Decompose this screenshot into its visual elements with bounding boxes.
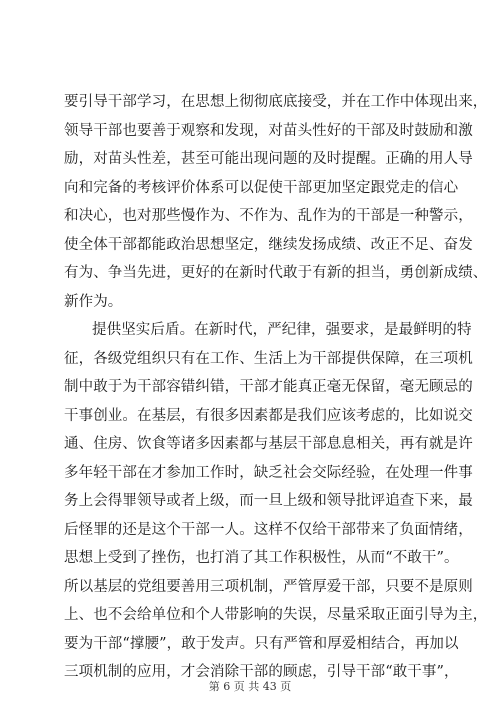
text-line: 领导干部也要善于观察和发现，对苗头性好的干部及时鼓励和激: [64, 122, 473, 139]
text-line: 思想上受到了挫伤，也打消了其工作积极性，从而“不敢干”。: [64, 550, 459, 566]
text-line: 和决心，也对那些慢作为、不作为、乱作为的干部是一种警示，: [64, 208, 473, 224]
text-line: 使全体干部都能政治思想坚定，继续发扬成绩、改正不足、奋发: [64, 236, 473, 253]
text-line: 通、住房、饮食等诸多因素都与基层干部息息相关，再有就是许: [64, 436, 473, 452]
text-line: 向和完备的考核评价体系可以促使干部更加坚定跟党走的信心: [64, 179, 459, 196]
text-line: 要引导干部学习，在思想上彻彻底底接受，并在工作中体现出来，: [64, 94, 488, 110]
text-line: 后怪罪的还是这个干部一人。这样不仅给干部带来了负面情绪，: [64, 521, 473, 538]
document-body: [64, 88, 488, 687]
text-line: 要为干部“撑腰”，敢于发声。只有严管和厚爱相结合，再加以: [64, 635, 459, 652]
page-number-footer: 第 6 页 共 43 页: [208, 680, 292, 693]
text-line: 务上会得罪领导或者上级，而一旦上级和领导批评追查下来，最: [64, 493, 473, 509]
text-line: 征，各级党组织只有在工作、生活上为干部提供保障，在三项机: [64, 350, 473, 367]
text-line: 多年轻干部在才参加工作时，缺乏社会交际经验，在处理一件事: [64, 464, 473, 481]
text-line: 有为、争当先进，更好的在新时代敢于有新的担当，勇创新成绩、: [64, 265, 488, 281]
text-line: 励，对苗头性差，甚至可能出现问题的及时提醒。正确的用人导: [64, 151, 473, 167]
text-line: 三项机制的应用，才会消除干部的顾虑，引导干部“敢干事”，: [64, 664, 459, 680]
text-line: 新作为。: [64, 293, 123, 310]
text-line: 所以基层的党组要善用三项机制，严管厚爱干部，只要不是原则: [64, 578, 473, 595]
text-line: 干事创业。在基层，有很多因素都是我们应该考虑的，比如说交: [64, 407, 473, 424]
text-line: 制中敢于为干部容错纠错，干部才能真正毫无保留，毫无顾忌的: [64, 379, 473, 395]
paragraph-1: [64, 88, 488, 316]
text-line: 上、也不会给单位和个人带影响的失误，尽量采取正面引导为主，: [64, 607, 488, 623]
text-line: 提供坚实后盾。在新时代，严纪律，强要求，是最鲜明的特: [92, 322, 472, 338]
paragraph-2: [64, 316, 488, 687]
